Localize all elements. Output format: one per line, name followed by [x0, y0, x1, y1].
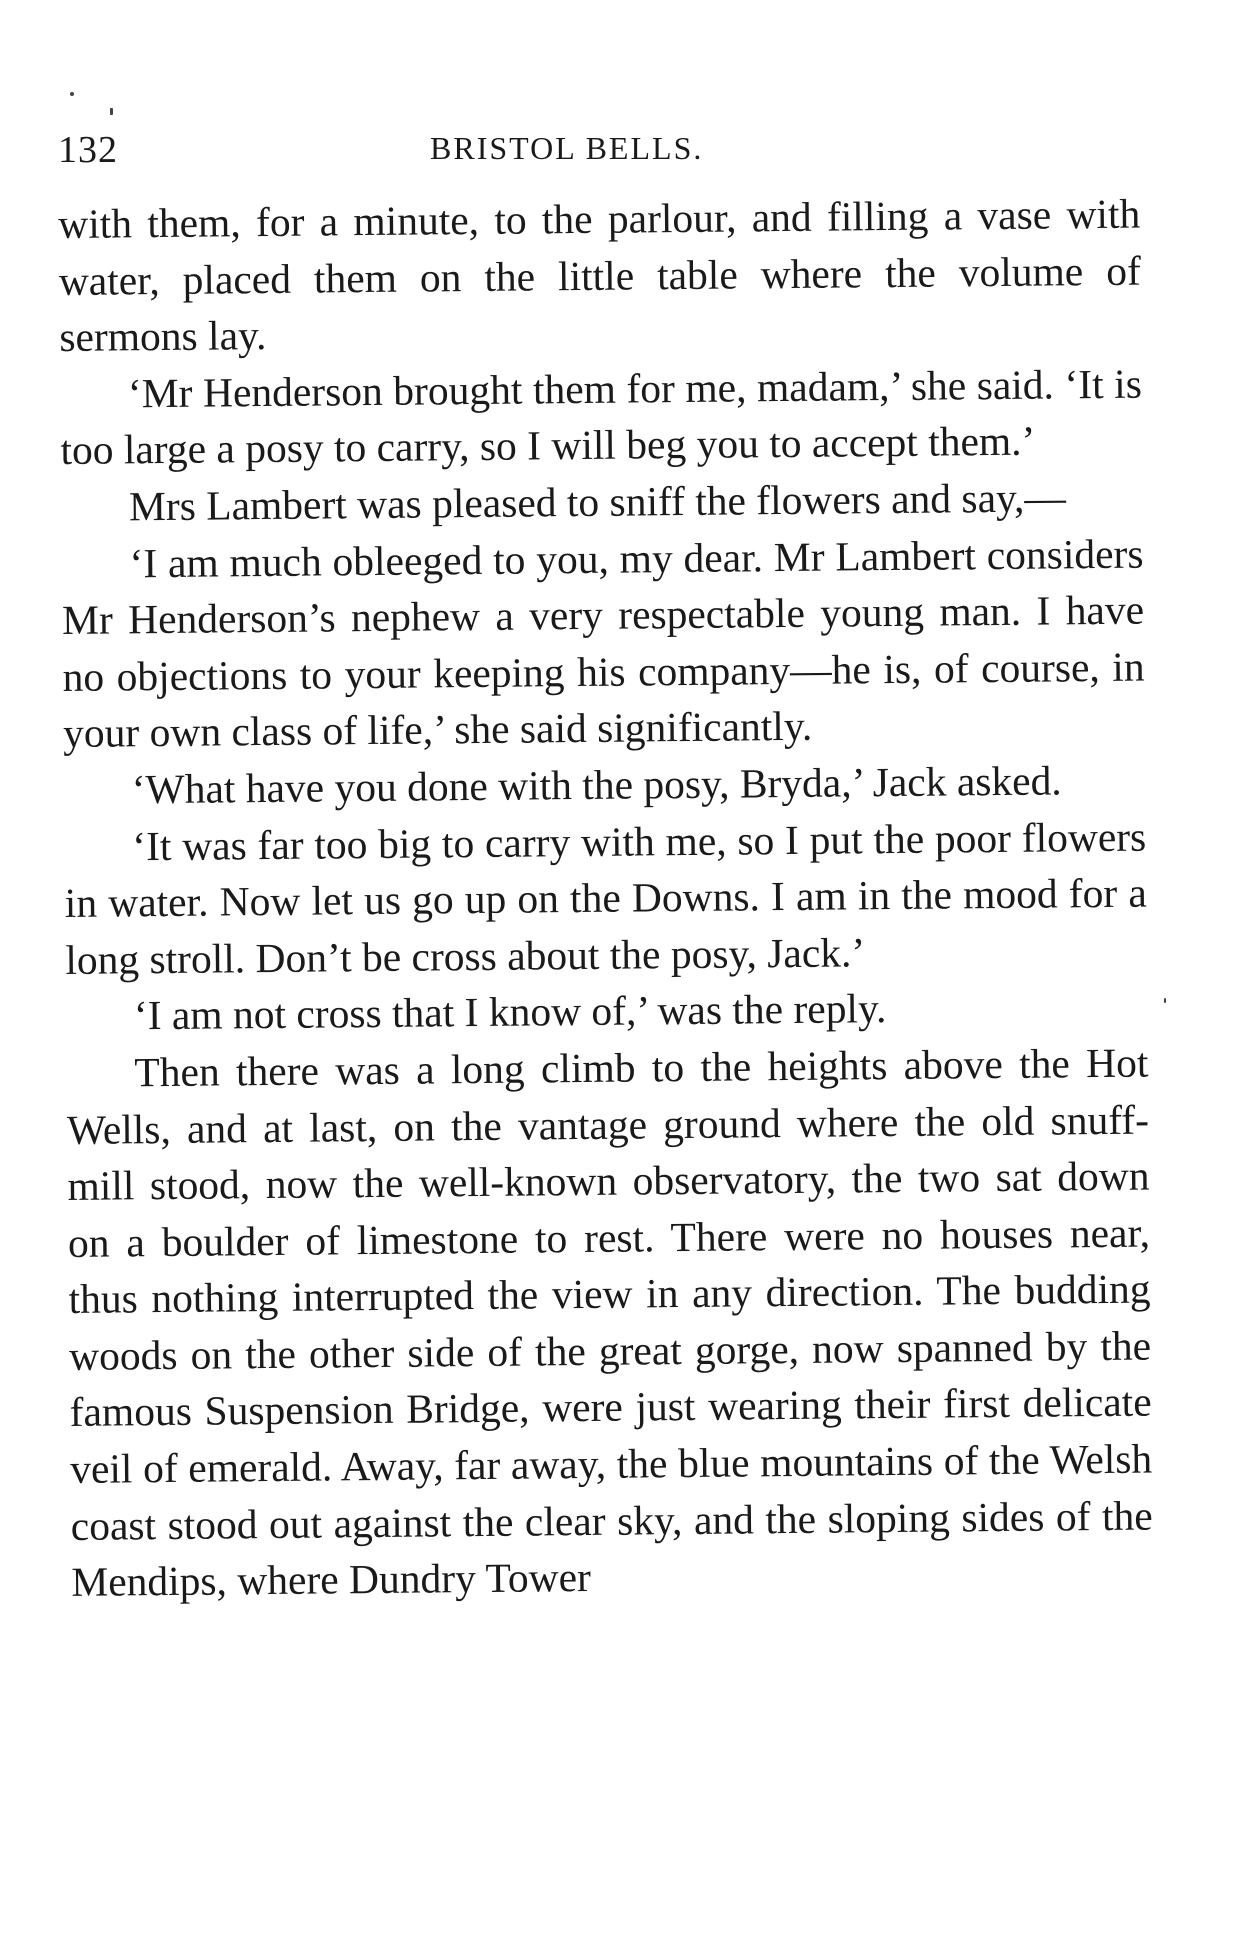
- page-header: [58, 128, 1138, 178]
- paragraph: with them, for a minute, to the parlour, and filling a vase with water, placed them on the little table where the volume of sermons lay.: [58, 190, 1141, 361]
- print-speck: [110, 108, 113, 115]
- paragraph: ‘What have you done with the posy, Bryda,’ Jack asked.: [131, 757, 1062, 813]
- print-speck: [70, 92, 74, 96]
- paragraph: ‘It was far too big to carry with me, so I put the poor flowers in water. Now let us go up on the Downs. I am in the mood for a long stroll. Don’t be cross about the posy, Jack.’: [64, 813, 1147, 983]
- paragraph: ‘I am much obleeged to you, my dear. Mr Lambert considers Mr Henderson’s nephew a very respectable young man. I have no objections to your keeping his company—he is, of course, in your own class of life,’ she said significantly.: [61, 530, 1145, 757]
- paragraph: ‘I am not cross that I know of,’ was the reply.: [133, 985, 887, 1039]
- print-speck: [1164, 998, 1166, 1003]
- page-number: 132: [58, 129, 118, 171]
- running-title: BRISTOL BELLS.: [430, 130, 704, 166]
- body-text: [58, 186, 1154, 1611]
- paragraph: ‘Mr Henderson brought them for me, madam,’ she said. ‘It is too large a posy to carry, so I will beg you to accept them.’: [60, 360, 1143, 474]
- paragraph: Then there was a long climb to the heights above the Hot Wells, and at last, on the vantage ground where the old snuff-mill stood, now the well-known observatory, the two sat down on a boulder of limestone to rest. There were no houses near, thus nothing interrupted the view in any direction. The budding woods on the other side of the great gorge, now spanned by the famous Suspension Bridge, were just wearing their first delicate veil of emerald. Away, far away, the blue mountains of the Welsh coast stood out against the clear sky, and the sloping sides of the Mendips, where Dundry Tower: [66, 1039, 1153, 1606]
- paragraph: Mrs Lambert was pleased to sniff the flowers and say,—: [128, 474, 1067, 530]
